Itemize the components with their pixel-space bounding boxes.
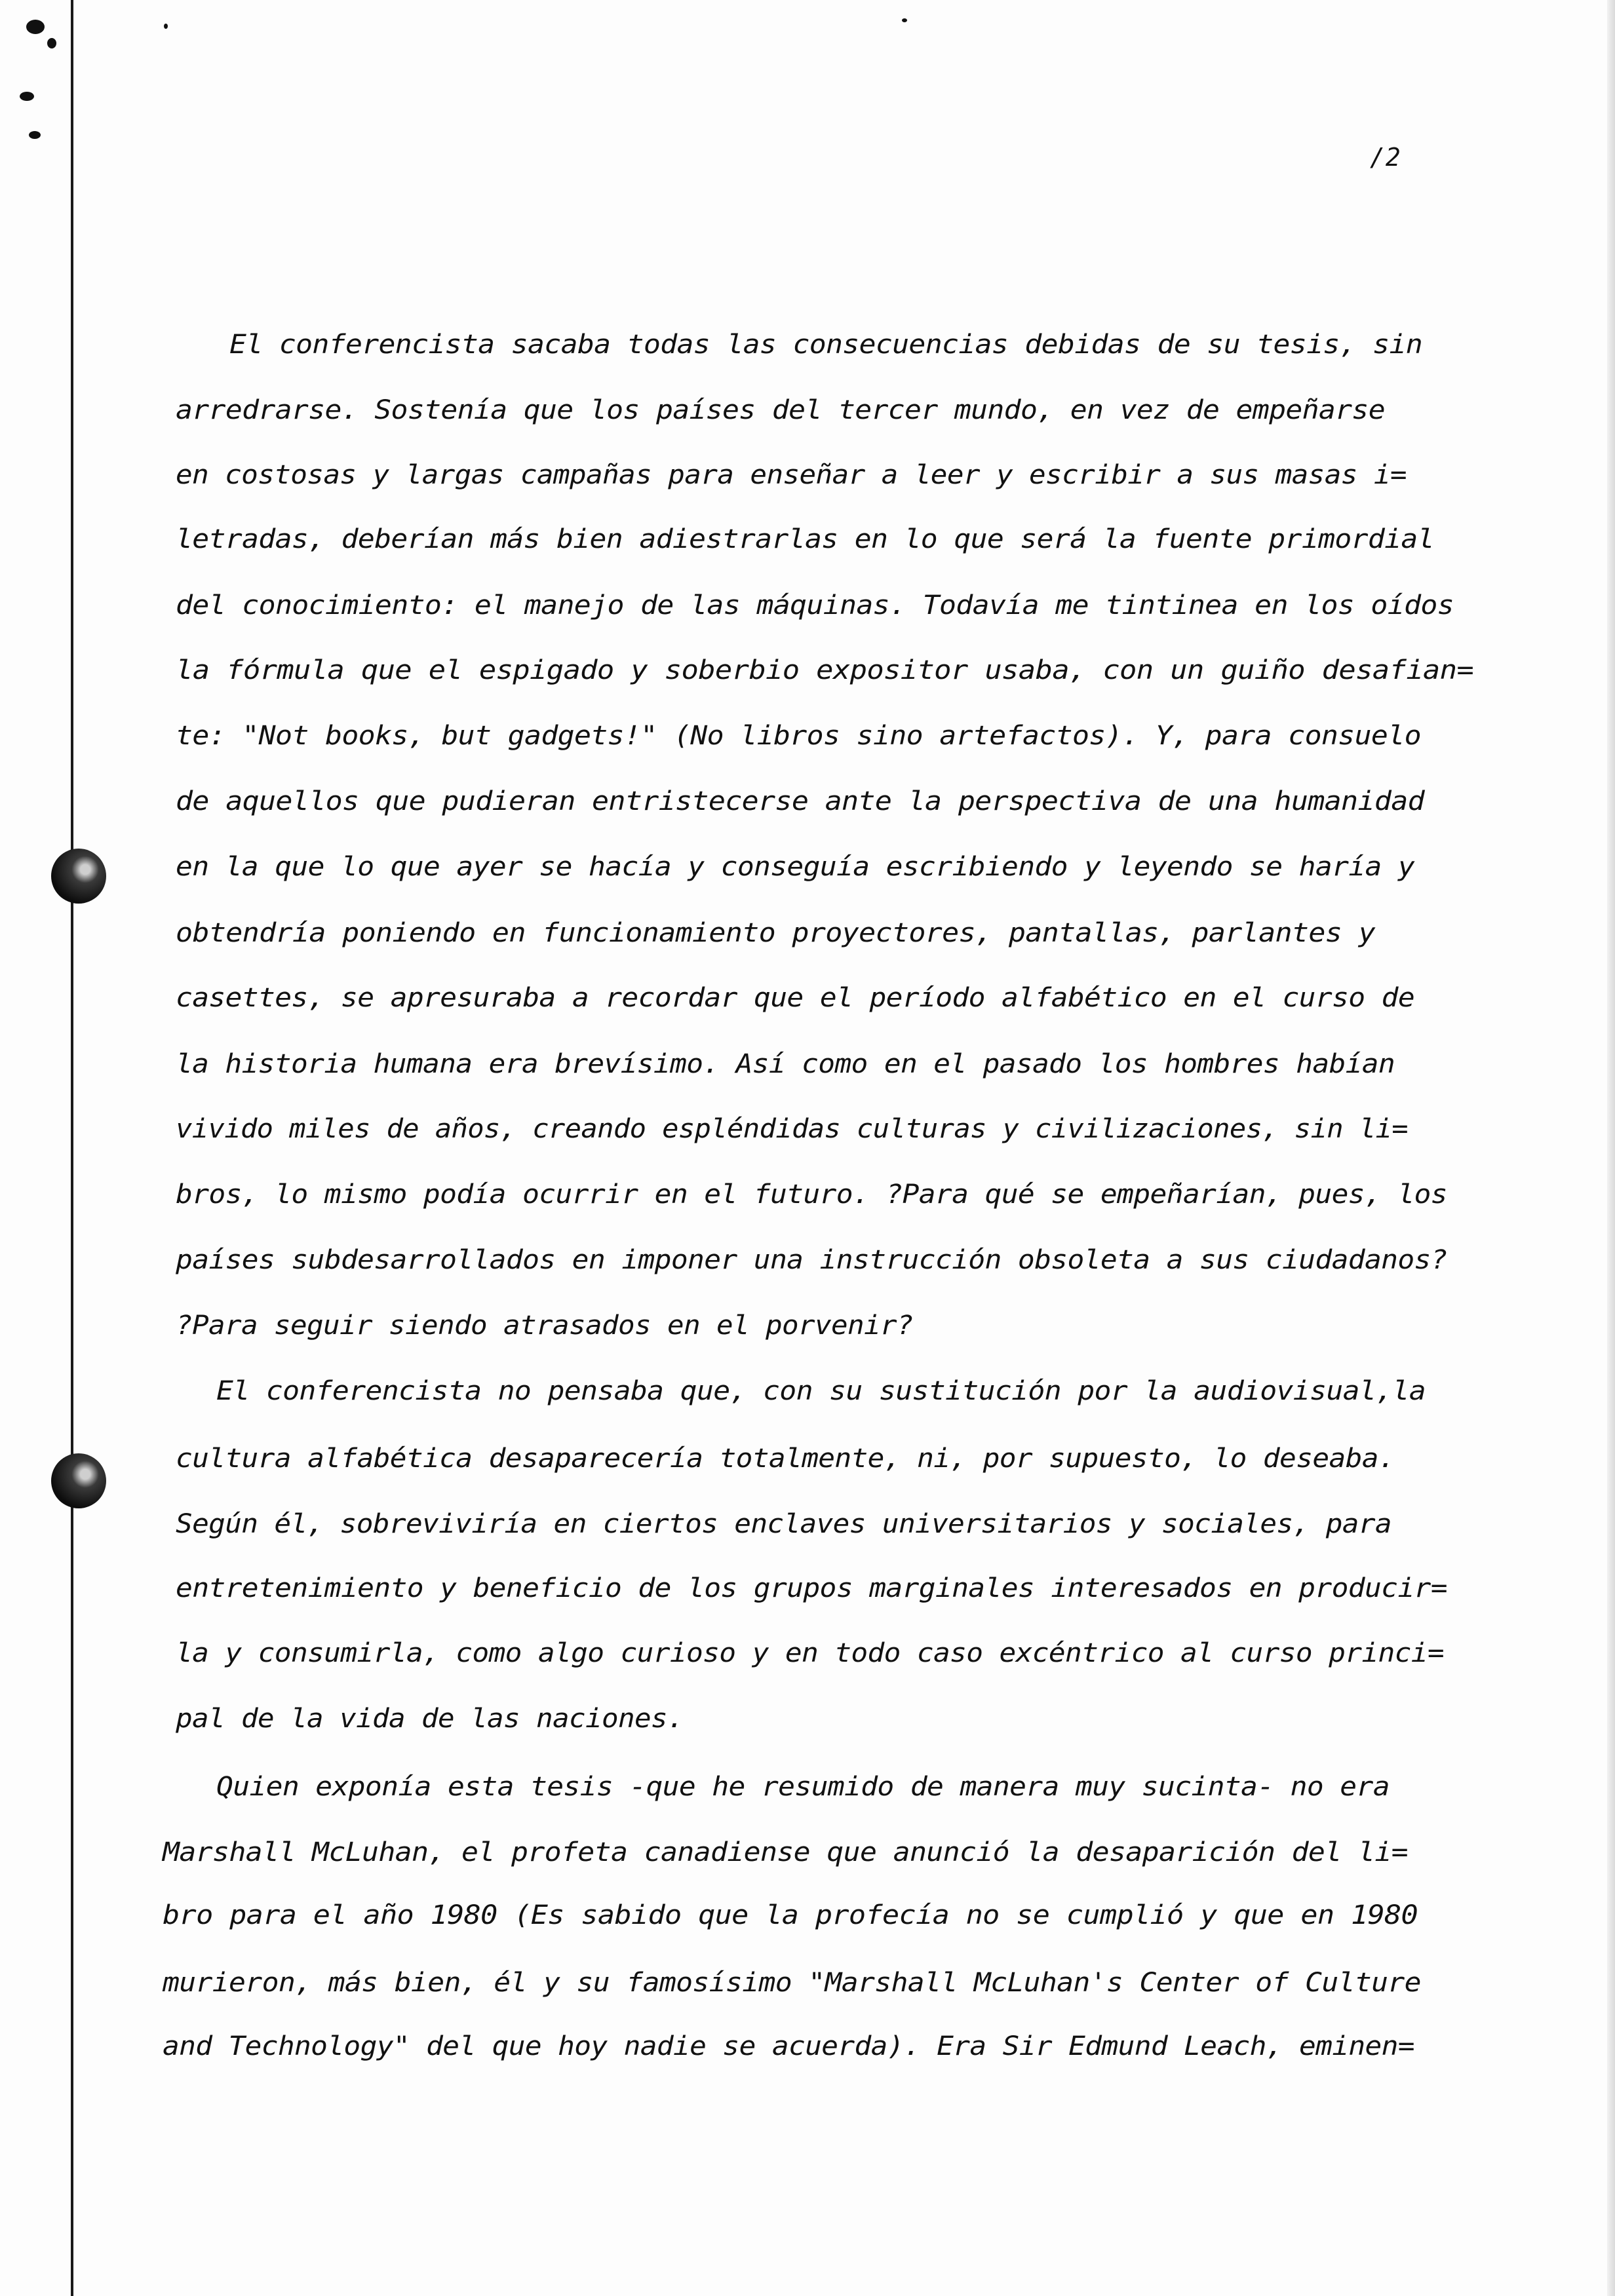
- text-line: en la que lo que ayer se hacía y conseguía escribiendo y leyendo se haría y: [176, 852, 1415, 882]
- text-line: Según él, sobreviviría en ciertos enclaves universitarios y sociales, para: [176, 1509, 1391, 1539]
- text-line: El conferencista sacaba todas las consecuencias debidas de su tesis, sin: [229, 330, 1423, 360]
- ink-speck: [164, 24, 168, 29]
- ink-speck: [47, 38, 56, 48]
- text-line: la historia humana era brevísimo. Así como en el pasado los hombres habían: [176, 1049, 1395, 1079]
- text-line: obtendría poniendo en funcionamiento proyectores, pantallas, parlantes y: [176, 918, 1376, 948]
- text-line: te: "Not books, but gadgets!" (No libros sino artefactos). Y, para consuelo: [176, 721, 1421, 751]
- text-line: países subdesarrollados en imponer una instrucción obsoleta a sus ciudadanos?: [176, 1245, 1447, 1275]
- text-line: del conocimiento: el manejo de las máquinas. Todavía me tintinea en los oídos: [176, 590, 1454, 621]
- text-line: El conferencista no pensaba que, con su sustitución por la audiovisual,la: [216, 1376, 1426, 1406]
- text-line: bro para el año 1980 (Es sabido que la profecía no se cumplió y que en 1980: [163, 1900, 1418, 1930]
- binding-rule: [71, 0, 73, 2296]
- text-line: and Technology" del que hoy nadie se acuerda). Era Sir Edmund Leach, eminen=: [163, 2031, 1414, 2061]
- text-line: cultura alfabética desaparecería totalmente, ni, por supuesto, lo deseaba.: [176, 1444, 1395, 1474]
- page-edge-shadow: [1607, 0, 1615, 2296]
- text-line: Marshall McLuhan, el profeta canadiense que anunció la desaparición del li=: [163, 1837, 1408, 1867]
- text-line: pal de la vida de las naciones.: [176, 1704, 684, 1734]
- ink-speck: [20, 92, 34, 101]
- text-line: de aquellos que pudieran entristecerse ante la perspectiva de una humanidad: [176, 786, 1425, 816]
- text-line: ?Para seguir siendo atrasados en el porvenir?: [176, 1311, 913, 1341]
- text-line: arredrarse. Sostenía que los países del tercer mundo, en vez de empeñarse: [176, 395, 1385, 425]
- ink-speck: [29, 131, 41, 139]
- punch-hole-top: [51, 849, 106, 904]
- text-line: murieron, más bien, él y su famosísimo "Marshall McLuhan's Center of Culture: [163, 1968, 1421, 1998]
- punch-hole-bottom: [51, 1453, 106, 1508]
- text-line: casettes, se apresuraba a recordar que el período alfabético en el curso de: [176, 983, 1415, 1013]
- page-number: /2: [1370, 143, 1401, 172]
- text-line: vivido miles de años, creando espléndidas culturas y civilizaciones, sin li=: [176, 1114, 1408, 1144]
- ink-speck: [902, 18, 907, 22]
- text-line: en costosas y largas campañas para enseñar a leer y escribir a sus masas i=: [176, 460, 1407, 490]
- text-line: entretenimiento y beneficio de los grupos marginales interesados en producir=: [176, 1573, 1447, 1603]
- text-line: letradas, deberían más bien adiestrarlas en lo que será la fuente primordial: [176, 524, 1434, 554]
- ink-speck: [26, 20, 45, 34]
- text-line: la y consumirla, como algo curioso y en todo caso excéntrico al curso princi=: [176, 1638, 1445, 1668]
- text-line: bros, lo mismo podía ocurrir en el futuro. ?Para qué se empeñarían, pues, los: [176, 1179, 1447, 1210]
- text-line: Quien exponía esta tesis -que he resumido de manera muy sucinta- no era: [216, 1772, 1390, 1802]
- text-line: la fórmula que el espigado y soberbio expositor usaba, con un guiño desafian=: [176, 655, 1474, 685]
